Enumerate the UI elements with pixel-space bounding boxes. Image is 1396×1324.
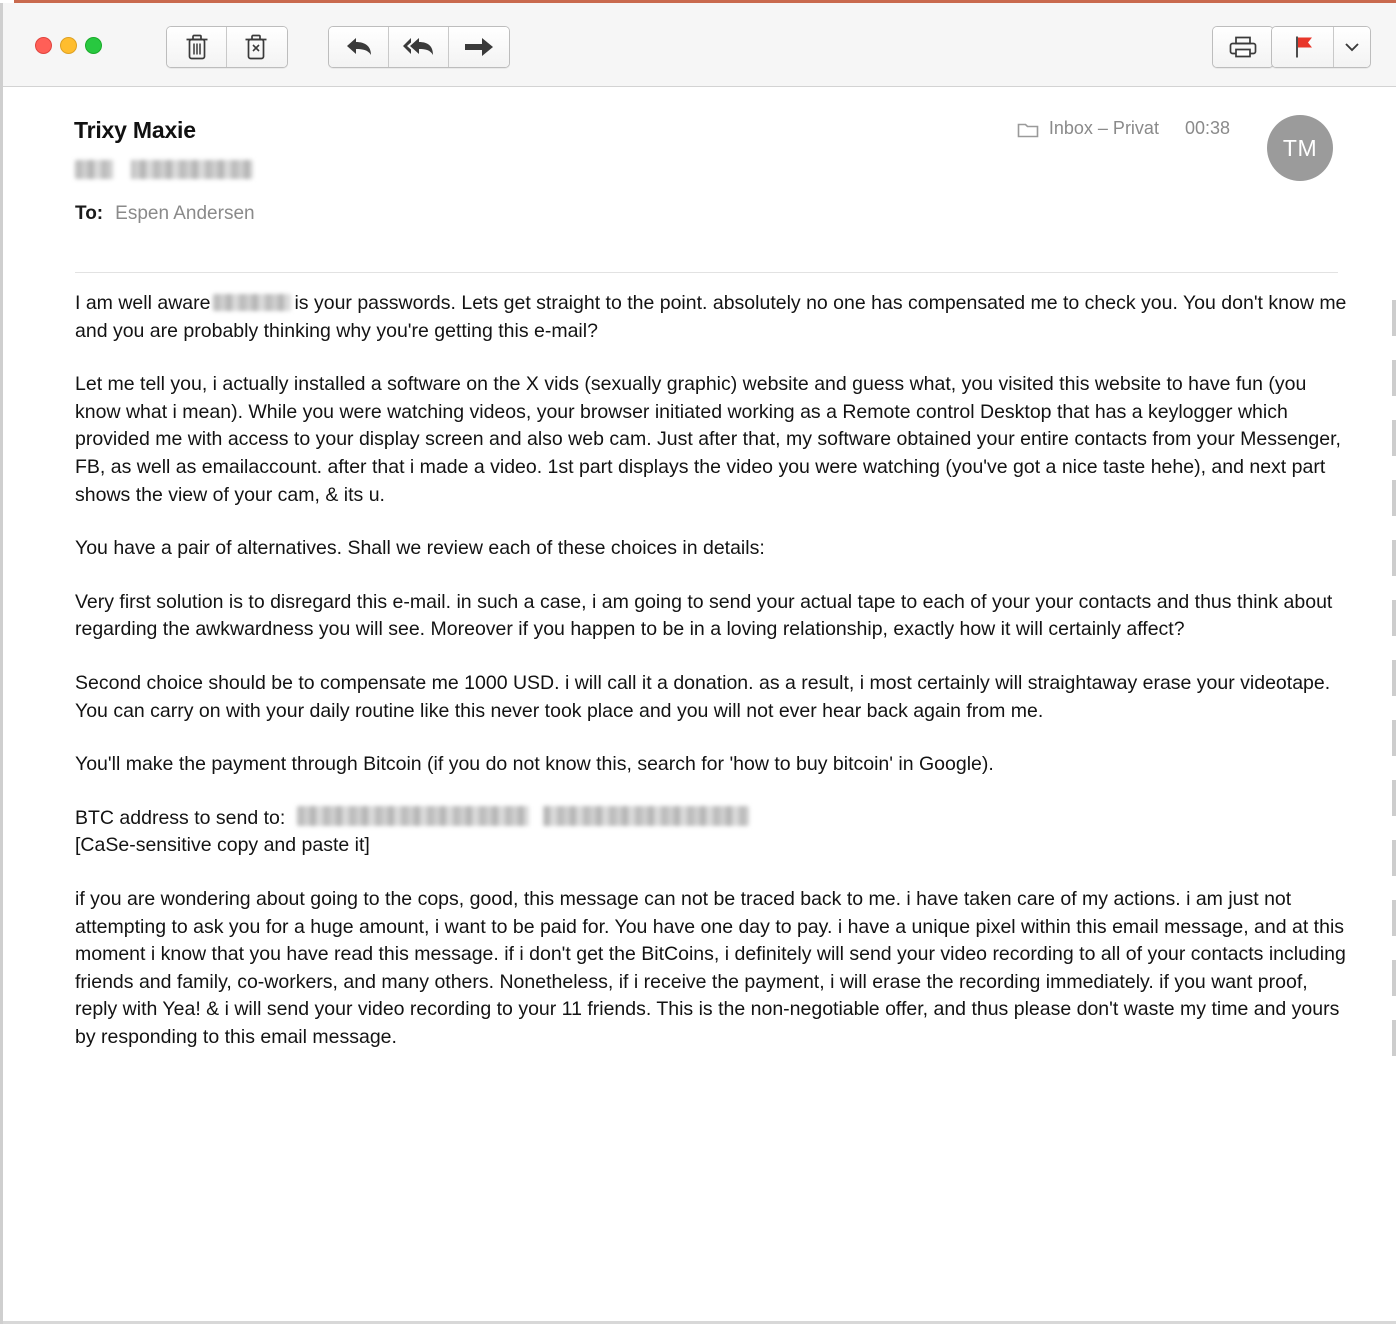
recipient-name[interactable]: Espen Andersen [115, 203, 255, 224]
edge-mark [1392, 840, 1396, 876]
flag-button[interactable] [1272, 27, 1334, 67]
mailbox-info [1017, 118, 1230, 139]
flag-dropdown-button[interactable] [1334, 27, 1370, 67]
reply-button-group [328, 26, 510, 68]
mailbox-name: Inbox – Privat [1048, 118, 1159, 138]
recipient-row [75, 203, 255, 225]
forward-arrow-icon [463, 35, 495, 59]
body-p1-after: is your passwords. Lets get straight to the point. absolutely no one has compensated me to check you. You don't know me and you are probably thinking why you're getting this e-mail? [75, 292, 1347, 342]
reply-all-button[interactable] [389, 27, 449, 67]
btc-address-label: BTC address to send to: [75, 806, 286, 829]
edge-mark [1392, 480, 1396, 516]
message-time: 00:38 [1184, 118, 1230, 138]
body-paragraph-3: You have a pair of alternatives. Shall we review each of these choices in details: [75, 537, 765, 560]
edge-mark [1392, 1020, 1396, 1056]
minimize-window-button[interactable] [60, 37, 77, 54]
edge-mark [1392, 600, 1396, 636]
edge-mark [1392, 900, 1396, 936]
btc-case-note: [CaSe-sensitive copy and paste it] [75, 834, 370, 857]
trash-icon [185, 33, 209, 61]
sender-address-redacted [75, 160, 253, 179]
body-p1-before: I am well aware [75, 292, 211, 314]
edge-mark [1392, 300, 1396, 336]
edge-mark [1392, 720, 1396, 756]
maximize-window-button[interactable] [85, 37, 102, 54]
edge-mark [1392, 540, 1396, 576]
body-paragraph-2: Let me tell you, i actually installed a software on the X vids (sexually graphic) website and guess what, you visited this website to have fun (you know what i mean). While you were watching videos, your browser initiated working as a Remote control Desktop that has a keylogger which provided me with access to your display screen and also web cam. Just after that, my software obtained your entire contacts from your Messenger, FB, as well as emailaccount. after that i made a video. 1st part displays the video you were watching (you've got a nice taste hehe), and next part shows the view of your cam, & its u. [75, 373, 1341, 506]
move-to-junk-button[interactable] [227, 27, 287, 67]
message-body [75, 290, 1354, 1077]
redaction-gap-btc [529, 806, 543, 826]
btc-address-line [75, 805, 1354, 833]
reply-button[interactable] [329, 27, 389, 67]
to-label: To: [75, 203, 104, 224]
print-button-group [1212, 26, 1274, 68]
reply-all-arrows-icon [402, 35, 436, 59]
junk-bin-icon [244, 33, 270, 61]
body-paragraph-5: Second choice should be to compensate me 1000 USD. i will call it a donation. as a result, i most certainly will straightaway erase your videotape. You can carry on with your daily routine like this never took place and you will not ever hear back again from me. [75, 671, 1331, 722]
edge-mark [1392, 660, 1396, 696]
window-right-edge-marks [1392, 300, 1396, 1080]
edge-mark [1392, 360, 1396, 396]
redaction-gap [113, 160, 131, 179]
btc-address-redacted [297, 806, 749, 826]
edge-mark [1392, 420, 1396, 456]
print-button[interactable] [1213, 27, 1273, 67]
body-paragraph-4: Very first solution is to disregard this e-mail. in such a case, i am going to send your actual tape to each of your your contacts and thus think about regarding the awkwardness you will see. Moreover if you happen to be in a loving relationship, exactly how it will certainly affect? [75, 590, 1333, 641]
delete-button[interactable] [167, 27, 227, 67]
body-paragraph-1 [75, 290, 1354, 345]
header-divider [75, 272, 1338, 273]
edge-mark [1392, 780, 1396, 816]
chevron-down-icon [1345, 42, 1359, 52]
flag-icon [1290, 34, 1316, 60]
reply-arrow-icon [344, 35, 374, 59]
forward-button[interactable] [449, 27, 509, 67]
message-header [17, 87, 1396, 272]
password-redacted [213, 294, 291, 311]
printer-icon [1228, 34, 1258, 60]
delete-button-group [166, 26, 288, 68]
window-left-edge-line [0, 3, 3, 1324]
sender-name: Trixy Maxie [74, 117, 196, 143]
body-paragraph-8: if you are wondering about going to the cops, good, this message can not be traced back to me. i have taken care of my actions. i am just not attempting to ask you for a huge amount, i want to be paid for. You have one day to pay. i have a unique pixel within this email message, and at this moment i know that you have read this message. if i don't get the BitCoins, i definitely will send your video recording to all of your contacts including friends and family, co-workers, and many others. Nonetheless, if i receive the payment, i will erase the recording immediately. if you want proof, reply with Yea! & i will send your video recording to your 11 friends. This is the non-negotiable offer, and thus please don't waste my time and yours by responding to this email message. [75, 887, 1346, 1048]
window-controls [35, 37, 102, 54]
window-left-edge [0, 0, 14, 1324]
folder-icon [1017, 120, 1039, 138]
edge-mark [1392, 960, 1396, 996]
flag-button-group [1271, 26, 1371, 68]
avatar: TM [1267, 115, 1333, 181]
body-paragraph-6: You'll make the payment through Bitcoin (if you do not know this, search for 'how to buy bitcoin' in Google). [75, 753, 994, 776]
window-toolbar [3, 3, 1396, 87]
close-window-button[interactable] [35, 37, 52, 54]
